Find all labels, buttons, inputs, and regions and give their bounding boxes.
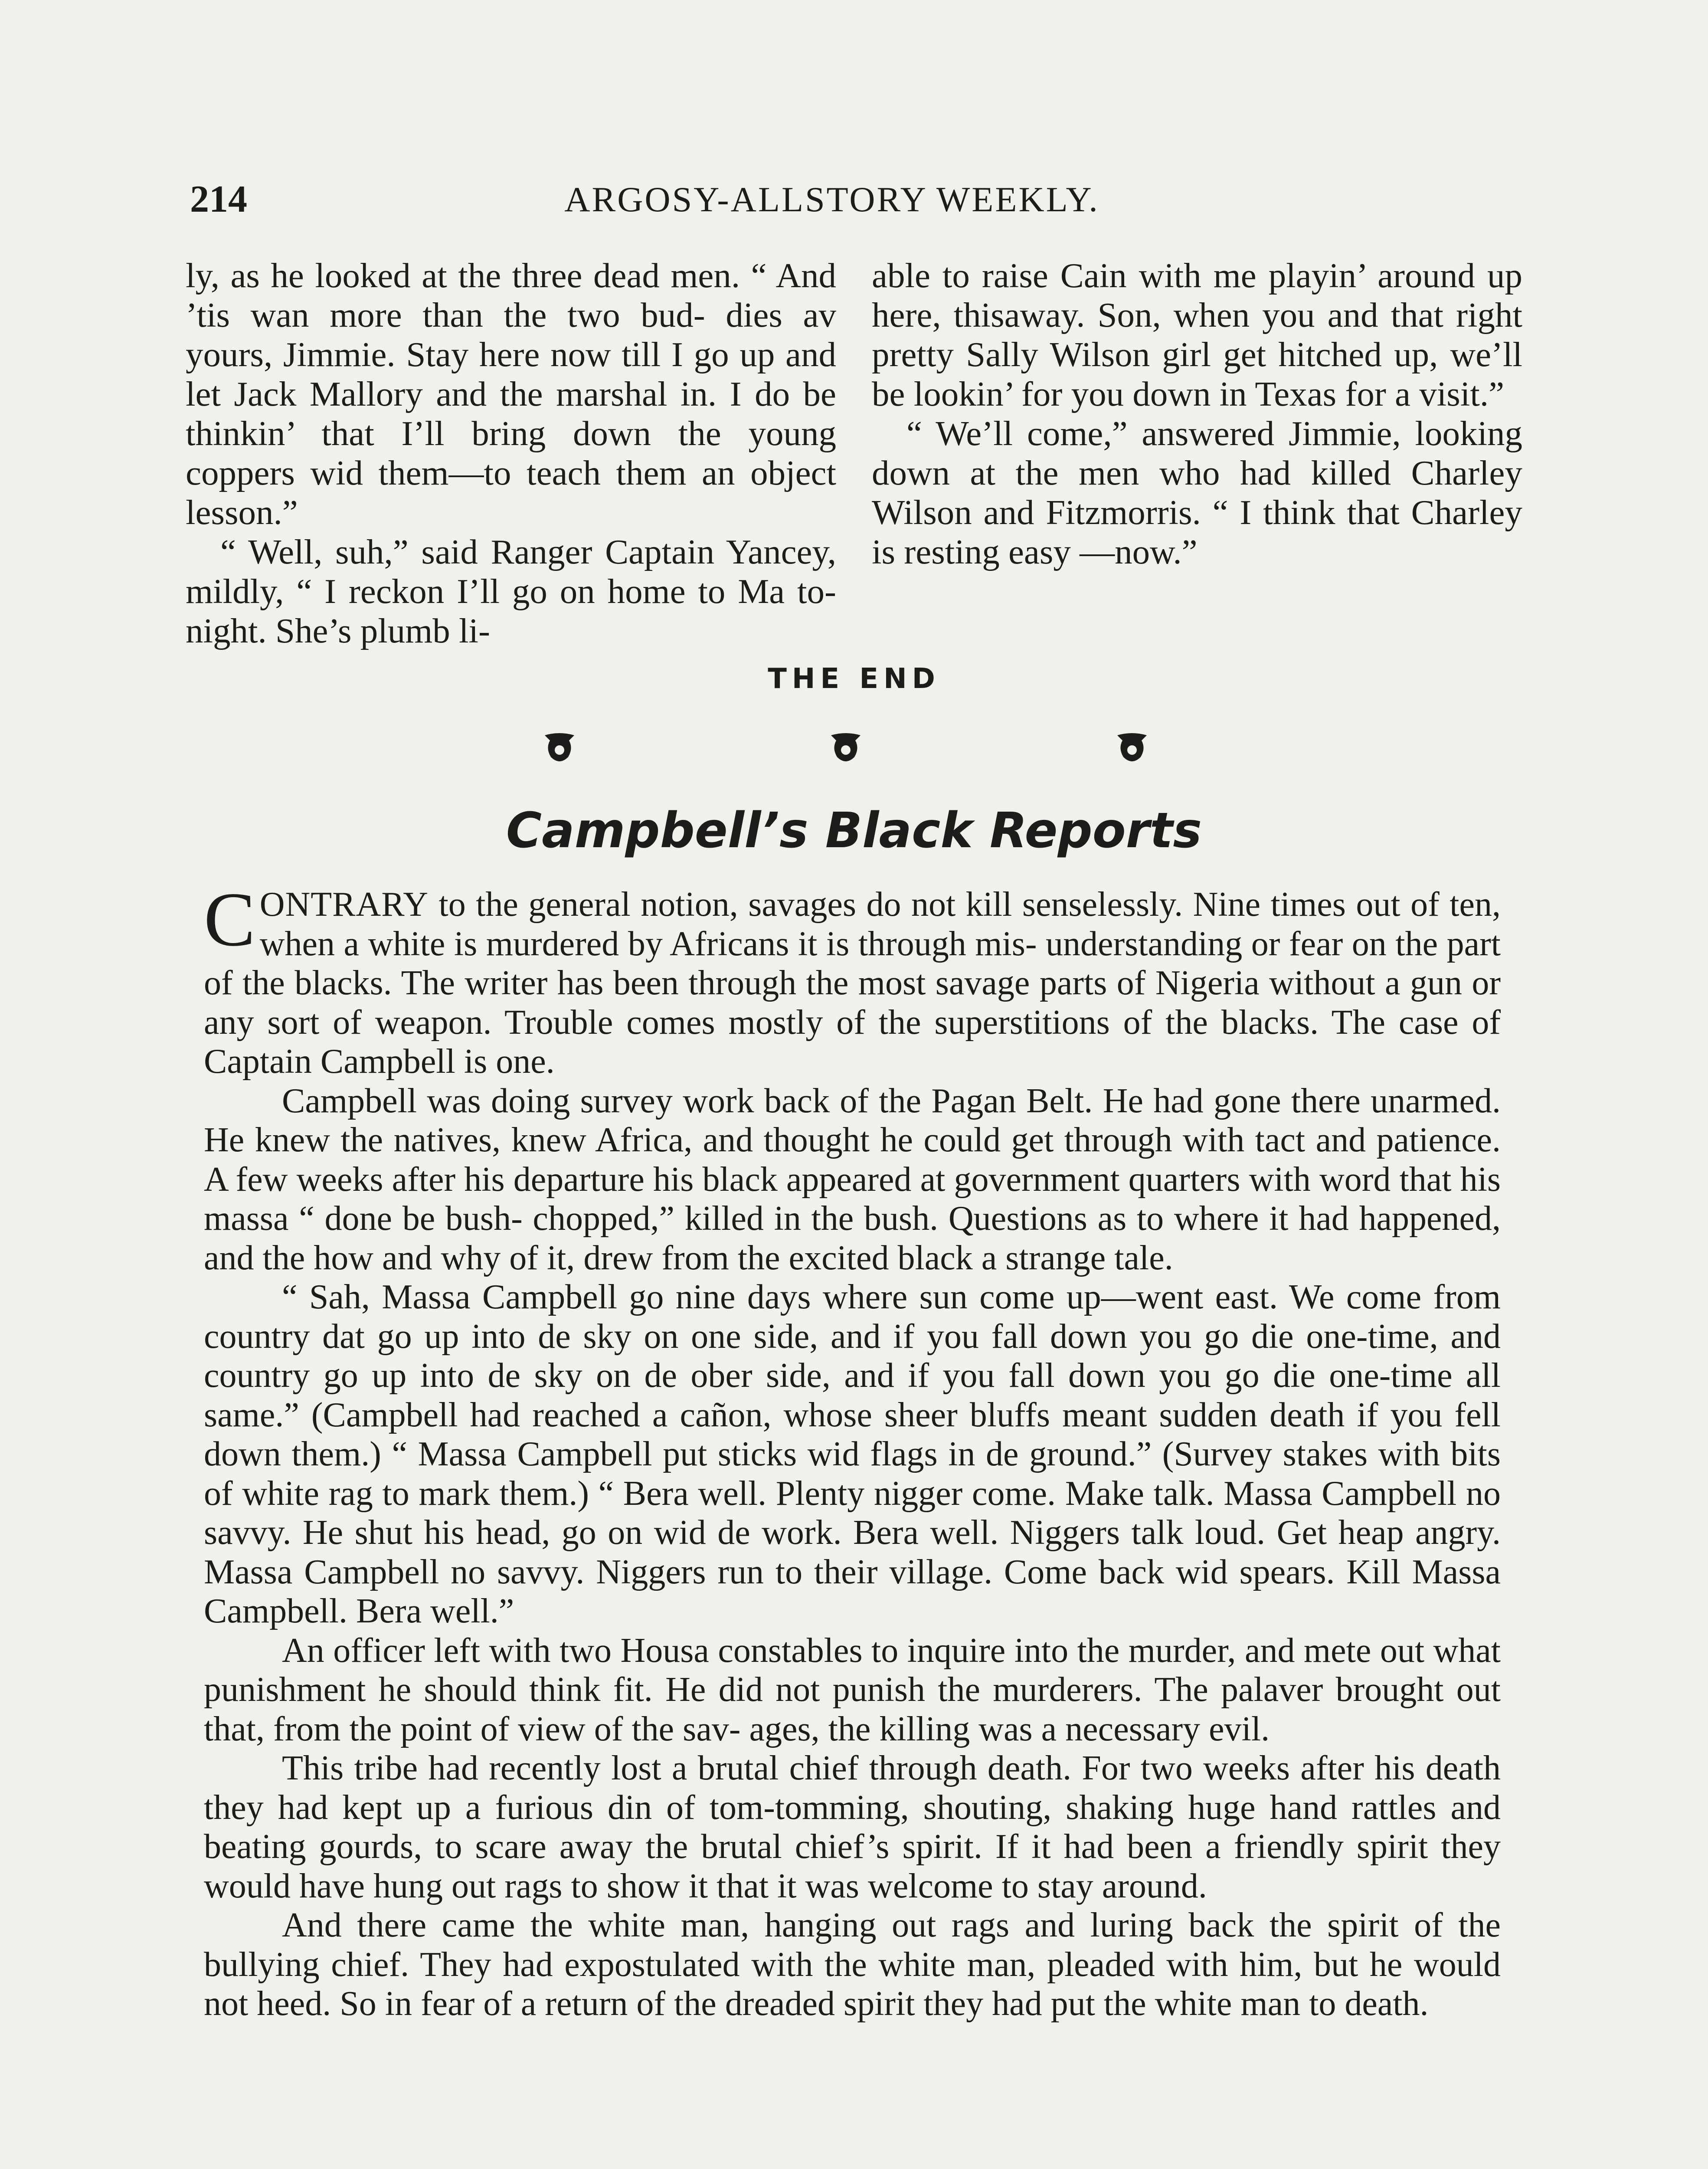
lead-in-caps: ONTRARY [259,885,429,924]
page-number: 214 [190,178,247,220]
section-ornaments [542,731,1149,766]
article-paragraph: Campbell was doing survey work back of the Pagan Belt. He had gone there unarmed. He knew the natives, knew Africa, and thought he could get through with tact and patience. A few weeks after his departure his black appeared at government quarters with word that his massa “ done be bush- chopped,” killed in the bush. Questions as to where it had happened, and the how and why of it, drew from the excited black a strange tale. [204,1081,1501,1277]
page-header [190,176,1474,223]
drop-cap: C [204,876,255,962]
ornament-icon [828,731,863,766]
article-first-paragraph [204,876,1501,1081]
right-column [872,256,1522,651]
right-column-paragraph: “ We’ll come,” answered Jimmie, looking down at the men who had killed Charley Wilson and Fitzmorris. “ I think that Charley is resting easy —now.” [872,414,1522,571]
left-column-paragraph: “ Well, suh,” said Ranger Captain Yancey, mildly, “ I reckon I’ll go on home to Ma to-night. She’s plumb li- [186,532,836,650]
running-head: ARGOSY-ALLSTORY WEEKLY. [564,180,1099,219]
the-end-label: THE END [768,663,940,695]
article-paragraph: This tribe had recently lost a brutal chief through death. For two weeks after his death they had kept up a furious din of tom-tomming, shouting, shaking huge hand rattles and beating gourds, to scare away the brutal chief’s spirit. If it had been a friendly spirit they would have hung out rags to show it that it was welcome to stay around. [204,1749,1501,1905]
article-paragraph: And there came the white man, hanging out rags and luring back the spirit of the bullying chief. They had expostulated with the white man, pleaded with him, but he would not heed. So in fear of a return of the dreaded spirit they had put the white man to death. [204,1906,1501,2023]
ornament-icon [542,731,577,766]
story-ending-columns [186,256,1522,651]
article-body [204,876,1501,2024]
left-column-paragraph: ly, as he looked at the three dead men. “ And ’tis wan more than the two bud- dies av yours, Jimmie. Stay here now till I go up and let Jack Mallory and the marshal in. I do be thinkin’ that I’ll bring down the young coppers wid them—to teach them an object lesson.” [186,256,836,532]
right-column-paragraph: able to raise Cain with me playin’ around up here, thisaway. Son, when you and that right pretty Sally Wilson girl get hitched up, we’ll be lookin’ for you down in Texas for a visit.” [872,256,1522,413]
article-paragraph: “ Sah, Massa Campbell go nine days where sun come up—went east. We come from country dat go up into de sky on one side, and if you fall down you go die one-time, and country go up into de sky on de ober side, and if you fall down you go die one-time all same.” (Campbell had reached a cañon, whose sheer bluffs meant sudden death if you fell down them.) “ Massa Campbell put sticks wid flags in de ground.” (Survey stakes with bits of white rag to mark them.) “ Bera well. Plenty nigger come. Make talk. Massa Campbell no savvy. He shut his head, go on wid de work. Bera well. Niggers talk loud. Get heap angry. Massa Campbell no savvy. Niggers run to their village. Come back wid spears. Kill Massa Campbell. Bera well.” [204,1278,1501,1630]
first-paragraph-text: to the general notion, savages do not kill senselessly. Nine times out of ten, when a white is murdered by Africans it is through mis- understanding or fear on the part of the blacks. The writer has been through the most savage parts of Nigeria without a gun or any sort of weapon. Trouble comes mostly of the superstitions of the blacks. The case of Captain Campbell is one. [204,885,1501,1081]
article-paragraph: An officer left with two Housa constables to inquire into the murder, and mete out what punishment he should think fit. He did not punish the murderers. The palaver brought out that, from the point of view of the sav- ages, the killing was a necessary evil. [204,1631,1501,1748]
article-title: Campbell’s Black Reports [506,803,1202,859]
left-column [186,256,836,651]
ornament-icon [1115,731,1149,766]
